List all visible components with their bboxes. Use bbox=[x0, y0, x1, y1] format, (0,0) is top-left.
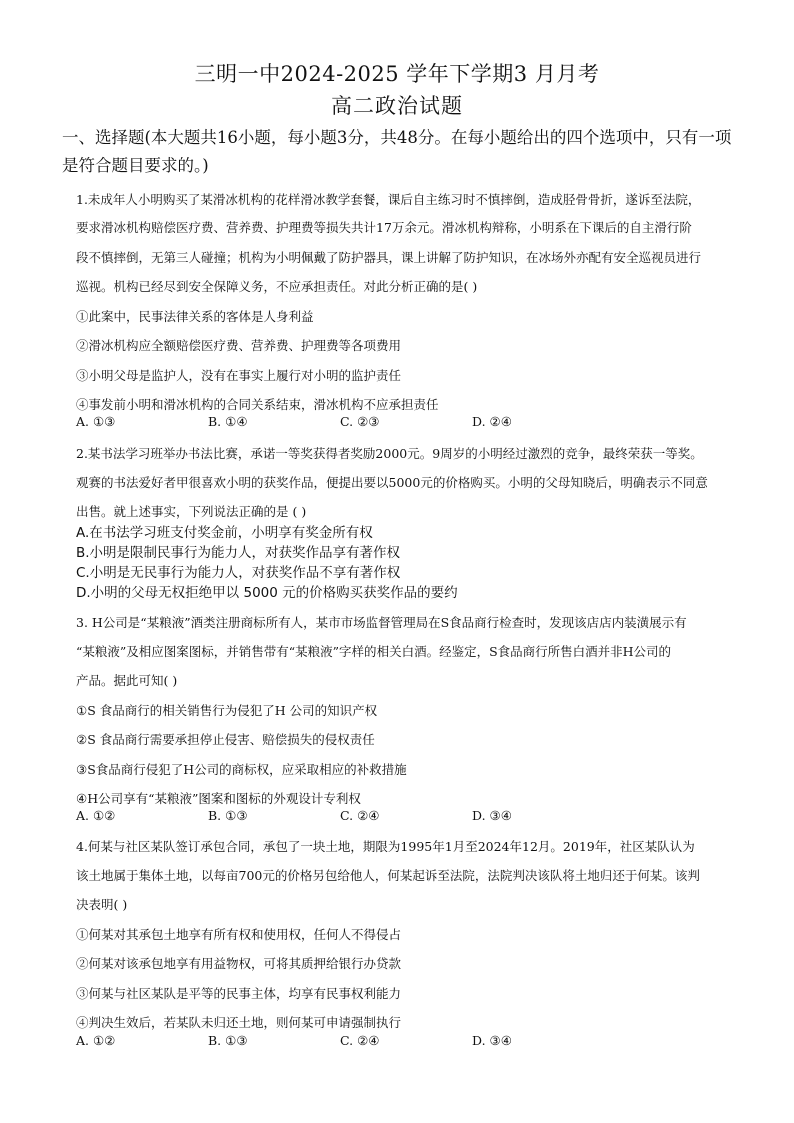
statement: ④H公司享有“某粮液”图案和图标的外观设计专利权 bbox=[76, 791, 361, 806]
choice-d[interactable]: D.小明的父母无权拒绝甲以 5000 元的价格购买获奖作品的要约 bbox=[76, 585, 458, 601]
statement: ③何某与社区某队是平等的民事主体，均享有民事权利能力 bbox=[76, 986, 402, 1001]
choice-a[interactable]: A.在书法学习班支付奖金前，小明享有奖金所有权 bbox=[76, 525, 373, 541]
question-stem-line: 出售。就上述事实，下列说法正确的是 ( ) bbox=[76, 504, 307, 519]
question-stem-line: 观赛的书法爱好者甲很喜欢小明的获奖作品，便提出要以5000元的价格购买。小明的父母知晓后，明确表示不同意 bbox=[76, 475, 708, 490]
option-b[interactable]: B. ①③ bbox=[208, 1033, 248, 1048]
statement: ④判决生效后，若某队未归还土地，则何某可申请强制执行 bbox=[76, 1015, 402, 1030]
statement: ④事发前小明和滑冰机构的合同关系结束，滑冰机构不应承担责任 bbox=[76, 397, 439, 412]
statement: ③小明父母是监护人，没有在事实上履行对小明的监护责任 bbox=[76, 368, 402, 383]
statement: ③S食品商行侵犯了H公司的商标权，应采取相应的补救措施 bbox=[76, 762, 407, 777]
statement: ②滑冰机构应全额赔偿医疗费、营养费、护理费等各项费用 bbox=[76, 338, 402, 353]
option-a[interactable]: A. ①② bbox=[76, 808, 116, 823]
section-instruction: 一、选择题(本大题共16小题，每小题3分，共48分。在每小题给出的四个选项中，只有一项是符合题目要求的。) bbox=[62, 128, 732, 175]
statement: ①此案中，民事法律关系的客体是人身利益 bbox=[76, 309, 314, 324]
choice-c[interactable]: C.小明是无民事行为能力人，对获奖作品不享有著作权 bbox=[76, 565, 401, 581]
question-stem-line: 3. H公司是“某粮液”酒类注册商标所有人，某市市场监督管理局在S食品商行检查时，发现该店店内装潢展示有 bbox=[76, 615, 687, 630]
question-stem-line: 决表明( ) bbox=[76, 897, 128, 912]
option-d[interactable]: D. ③④ bbox=[472, 1033, 512, 1048]
question-stem-line: 段不慎摔倒，无第三人碰撞；机构为小明佩戴了防护器具，课上讲解了防护知识，在冰场外亦配有安全巡视员进行 bbox=[76, 250, 702, 265]
option-c[interactable]: C. ②④ bbox=[340, 808, 380, 823]
statement: ②S 食品商行需要承担停止侵害、赔偿损失的侵权责任 bbox=[76, 732, 375, 747]
question-stem-line: “某粮液”及相应图案图标，并销售带有“某粮液”字样的相关白酒。经鉴定，S食品商行所售白酒并非H公司的 bbox=[76, 644, 672, 659]
exam-title: 三明一中2024-2025 学年下学期3 月月考 bbox=[194, 62, 600, 86]
option-b[interactable]: B. ①④ bbox=[208, 414, 248, 429]
option-d[interactable]: D. ②④ bbox=[472, 414, 512, 429]
option-a[interactable]: A. ①③ bbox=[76, 414, 116, 429]
choice-b[interactable]: B.小明是限制民事行为能力人，对获奖作品享有著作权 bbox=[76, 545, 401, 561]
statement: ②何某对该承包地享有用益物权，可将其质押给银行办贷款 bbox=[76, 956, 402, 971]
exam-subtitle: 高二政治试题 bbox=[331, 94, 463, 118]
question-stem-line: 巡视。机构已经尽到安全保障义务，不应承担责任。对此分析正确的是( ) bbox=[76, 279, 478, 294]
question-stem-line: 产品。据此可知( ) bbox=[76, 673, 178, 688]
option-d[interactable]: D. ③④ bbox=[472, 808, 512, 823]
question-stem-line: 要求滑冰机构赔偿医疗费、营养费、护理费等损失共计17万余元。滑冰机构辩称，小明系在下课后的自主滑行阶 bbox=[76, 220, 692, 235]
question-stem-line: 1.未成年人小明购买了某滑冰机构的花样滑冰教学套餐，课后自主练习时不慎摔倒，造成胫骨骨折，遂诉至法院， bbox=[76, 192, 701, 207]
option-c[interactable]: C. ②④ bbox=[340, 1033, 380, 1048]
option-c[interactable]: C. ②③ bbox=[340, 414, 380, 429]
statement: ①S 食品商行的相关销售行为侵犯了H 公司的知识产权 bbox=[76, 703, 378, 718]
option-b[interactable]: B. ①③ bbox=[208, 808, 248, 823]
question-stem-line: 该土地属于集体土地，以每亩700元的价格另包给他人，何某起诉至法院，法院判决该队将土地归还于何某。该判 bbox=[76, 868, 700, 883]
question-stem-line: 2.某书法学习班举办书法比赛，承诺一等奖获得者奖励2000元。9周岁的小明经过激烈的竞争，最终荣获一等奖。 bbox=[76, 446, 703, 461]
option-a[interactable]: A. ①② bbox=[76, 1033, 116, 1048]
statement: ①何某对其承包土地享有所有权和使用权，任何人不得侵占 bbox=[76, 927, 402, 942]
question-stem-line: 4.何某与社区某队签订承包合同，承包了一块土地，期限为1995年1月至2024年12月。2019年，社区某队认为 bbox=[76, 839, 695, 854]
